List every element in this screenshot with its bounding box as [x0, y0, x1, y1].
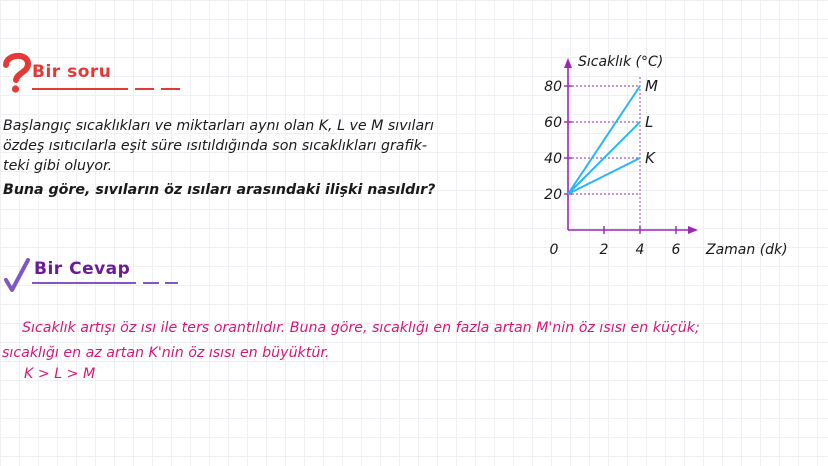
chart-axes [564, 58, 698, 234]
question-text-line: teki gibi oluyor. [3, 158, 113, 174]
x-tick-label: 4 [635, 242, 645, 258]
y-tick-label: 40 [544, 151, 562, 167]
series-label-L: L [645, 113, 654, 131]
question-text-line: Başlangıç sıcaklıkları ve miktarları aynı olan K, L ve M sıvıları [3, 118, 434, 134]
series-label-M: M [645, 77, 658, 95]
answer-result: K > L > M [24, 366, 96, 382]
question-mark-icon [6, 56, 28, 93]
checkmark-icon [6, 260, 28, 290]
y-tick-label: 20 [544, 187, 562, 203]
x-axis-title: Zaman (dk) [706, 242, 788, 258]
answer-text-line: sıcaklığı en az artan K'nin öz ısısı en büyüktür. [2, 345, 330, 361]
y-tick-label: 60 [544, 115, 562, 131]
answer-title: Bir Cevap [34, 259, 131, 279]
question-prompt: Buna göre, sıvıların öz ısıları arasındaki ilişki nasıldır? [3, 182, 436, 198]
series-label-K: K [645, 149, 655, 167]
y-tick-label: 80 [544, 79, 562, 95]
chart-guides [568, 77, 640, 230]
question-text-line: özdeş ısıtıcılarla eşit süre ısıtıldığında son sıcaklıkları grafik- [3, 138, 427, 154]
x-tick-label: 0 [549, 242, 559, 258]
question-title: Bir soru [32, 62, 112, 82]
y-axis-arrow [564, 58, 572, 68]
chart-labels [544, 54, 787, 258]
x-tick-label: 6 [671, 242, 681, 258]
question-title-underline [32, 88, 182, 90]
x-axis-arrow [688, 226, 698, 234]
temperature-time-chart [530, 40, 800, 270]
series-line-M [568, 86, 640, 194]
answer-text-line: Sıcaklık artışı öz ısı ile ters orantılıdır. Buna göre, sıcaklığı en fazla artan M'nin öz ısısı en küçük; [22, 320, 700, 336]
chart-series [568, 86, 640, 194]
y-axis-title: Sıcaklık (°C) [578, 54, 664, 70]
x-tick-label: 2 [599, 242, 609, 258]
